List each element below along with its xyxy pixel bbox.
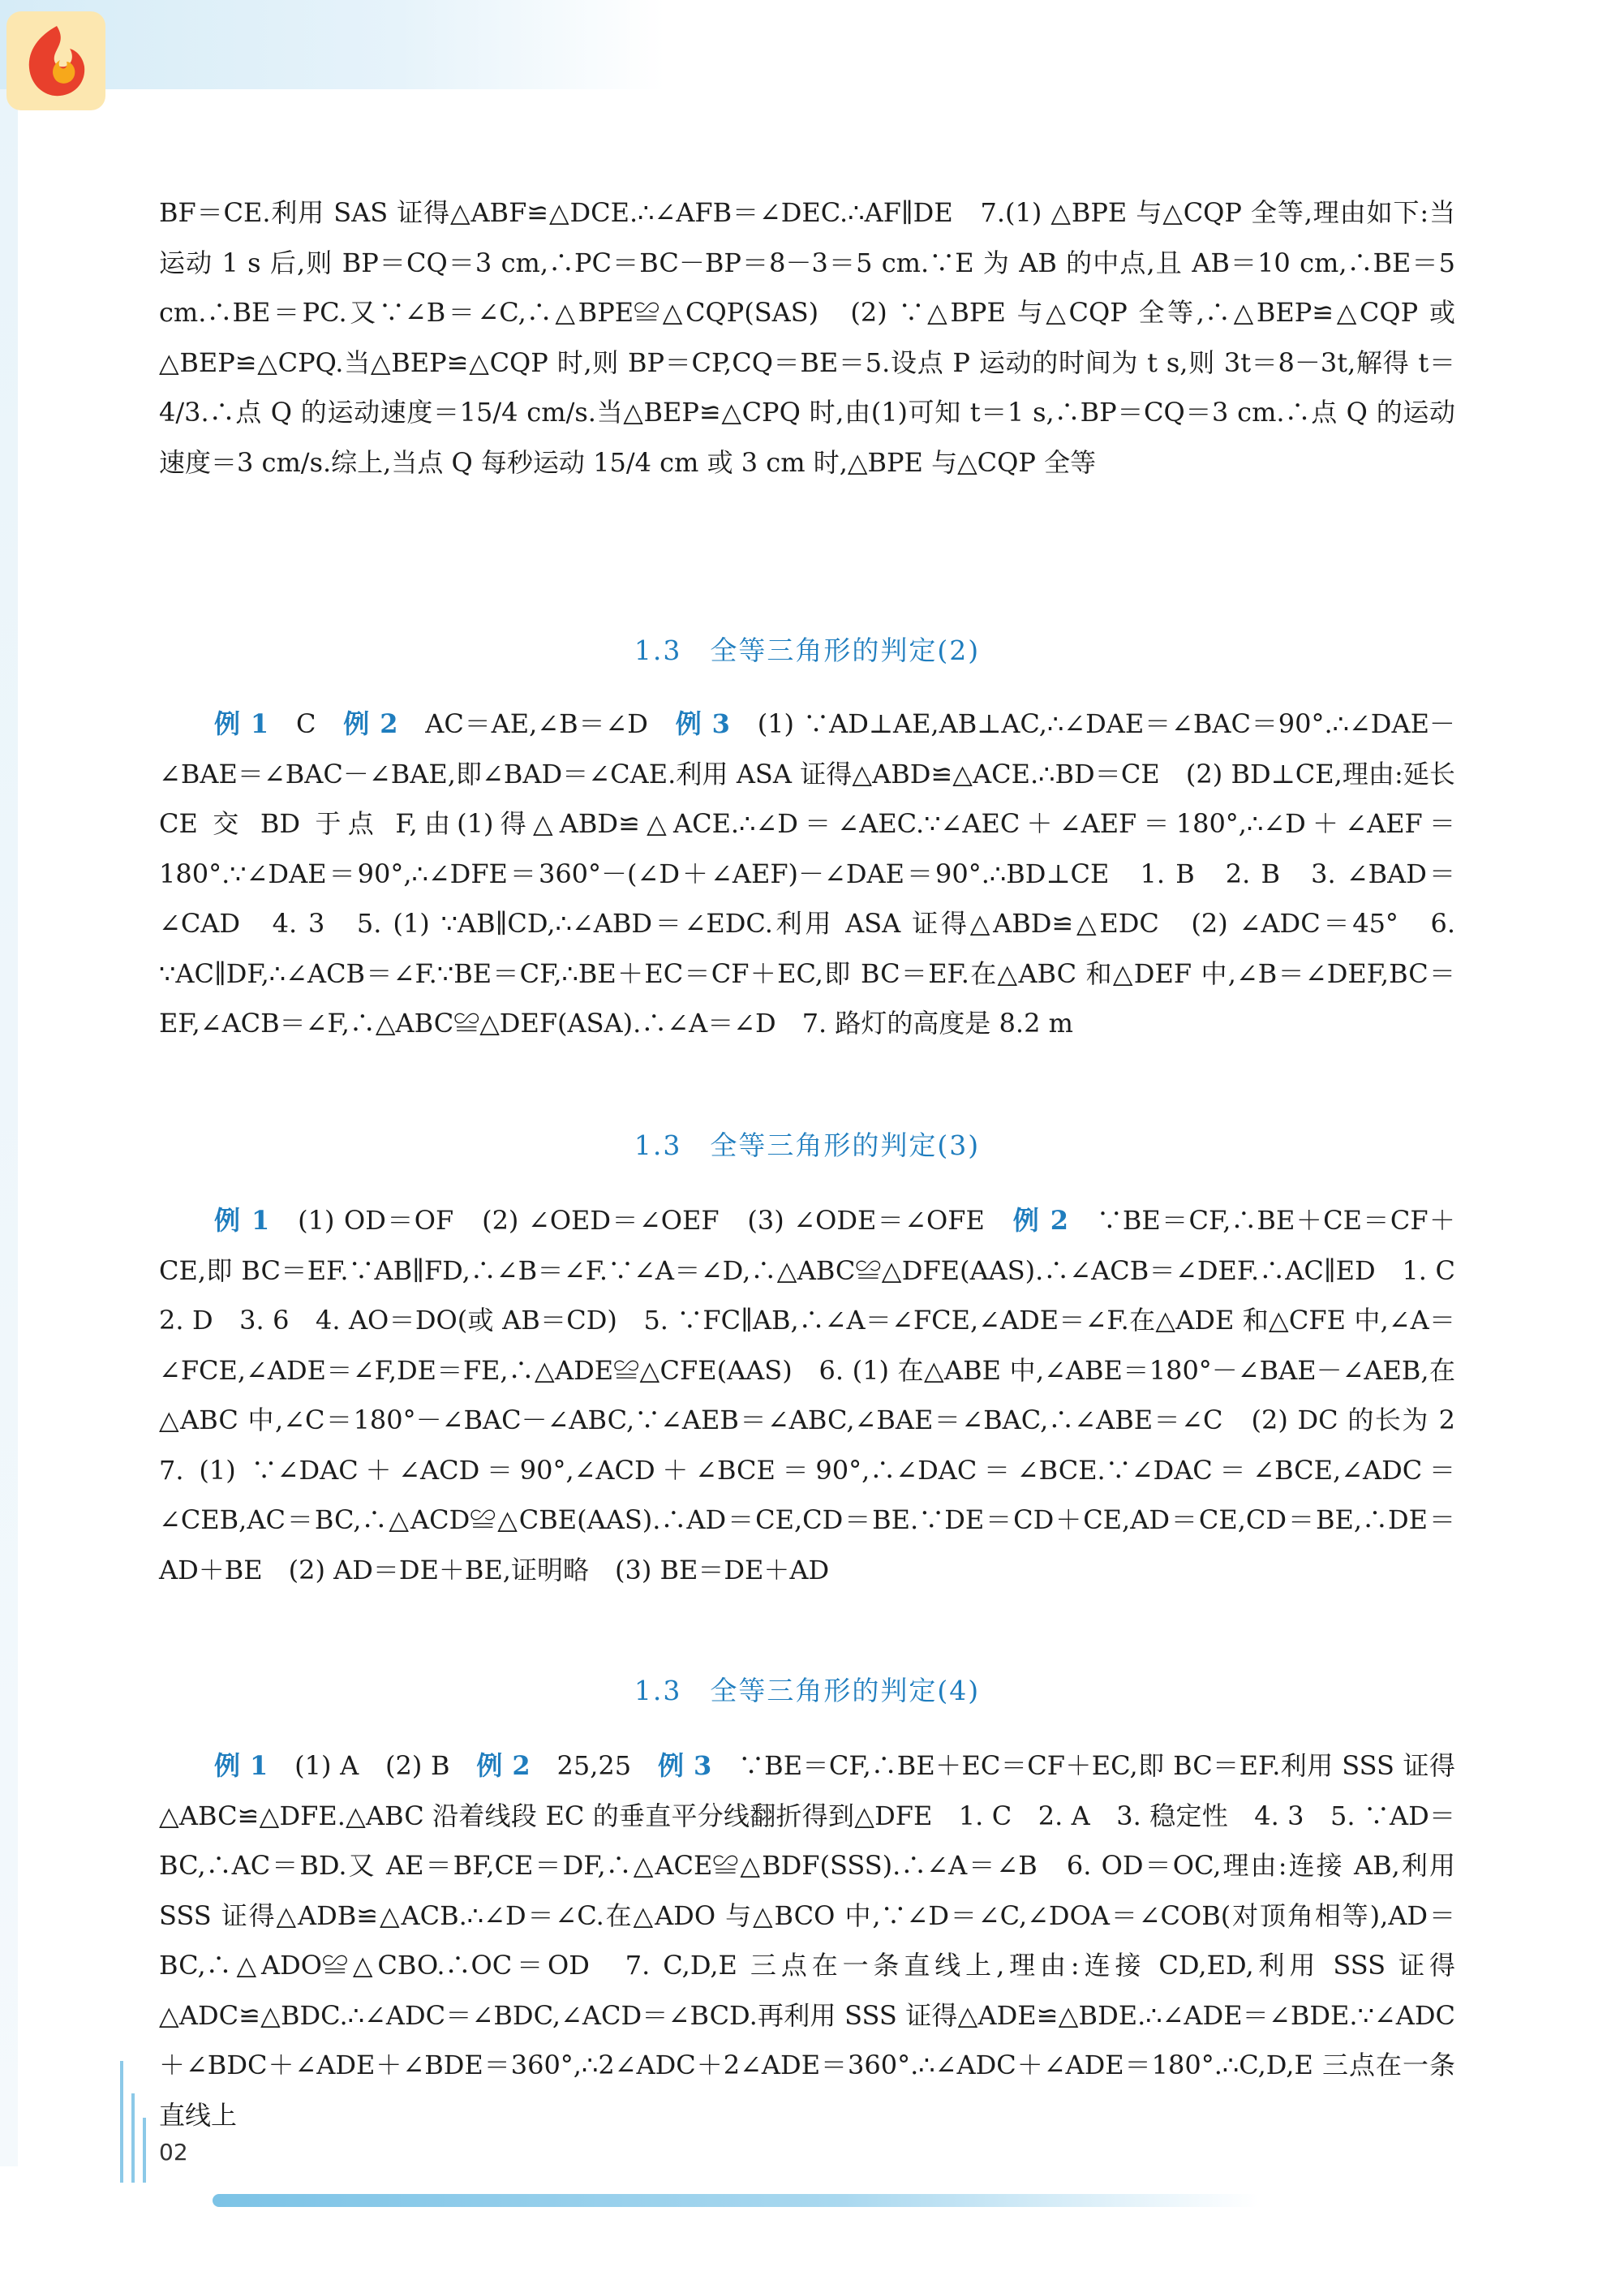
section-body-3 [159,1196,1482,1595]
example-label: 例 2 [343,708,398,739]
example-label: 例 3 [658,1750,712,1781]
intro-paragraph [159,188,1455,488]
answer-text: (1) ∵AD⊥AE,AB⊥AC,∴∠DAE＝∠BAC＝90°.∴∠DAE－∠BAE＝∠BAC－∠BAE,即∠BAD＝∠CAE.利用 ASA 证得△ABD≌△ACE.∴BD＝CE (2) BD⊥CE,理由:延长 CE 交 BD 于点 F,由(1)得△ABD≌△ACE.∴∠D＝∠AEC.∵∠AEC＋∠AEF＝180°,∴∠D＋∠AEF＝180°.∵∠DAE＝90°,∴∠DFE＝360°－(∠D＋∠AEF)－∠DAE＝90°.∴BD⊥CE 1. B 2. B 3. ∠BAD＝∠CAD 4. 3 5. (1) ∵AB∥CD,∴∠ABD＝∠EDC.利用 ASA 证得△ABD≌△EDC (2) ∠ADC＝45° 6. ∵AC∥DF,∴∠ACB＝∠F.∵BE＝CF,∴BE＋EC＝CF＋EC,即 BC＝EF.在△ABC 和△DEF 中,∠B＝∠DEF,BC＝EF,∠ACB＝∠F,∴△ABC≌△DEF(ASA).∴∠A＝∠D 7. 路灯的高度是 8.2 m [159,708,1455,1039]
example-label: 例 3 [675,708,730,739]
example-label: 例 1 [214,1750,269,1781]
intro-text: BF＝CE.利用 SAS 证得△ABF≌△DCE.∴∠AFB＝∠DEC.∴AF∥DE 7.(1) △BPE 与△CQP 全等,理由如下:当运动 1 s 后,则 BP＝CQ＝3 cm,∴PC＝BC－BP＝8－3＝5 cm.∵E 为 AB 的中点,且 AB＝10 cm,∴BE＝5 cm.∴BE＝PC.又∵∠B＝∠C,∴△BPE≌△CQP(SAS) (2) ∵△BPE 与△CQP 全等,∴△BEP≌△CQP 或△BEP≌△CPQ.当△BEP≌△CQP 时,则 BP＝CP,CQ＝BE＝5.设点 P 运动的时间为 t s,则 3t＝8－3t,解得 t＝4/3.∴点 Q 的运动速度＝15/4 cm/s.当△BEP≌△CPQ 时,由(1)可知 t＝1 s,∴BP＝CQ＝3 cm.∴点 Q 的运动速度＝3 cm/s.综上,当点 Q 每秒运动 15/4 cm 或 3 cm 时,△BPE 与△CQP 全等 [159,197,1455,478]
flame-logo-icon [6,11,105,110]
footer-bar [213,2194,1259,2207]
section-title-4: 1.3 全等三角形的判定(4) [634,1675,981,1706]
answer-text: ∵BE＝CF,∴BE＋CE＝CF＋CE,即 BC＝EF.∵AB∥FD,∴∠B＝∠F.∵∠A＝∠D,∴△ABC≌△DFE(AAS).∴∠ACB＝∠DEF.∴AC∥ED 1. C 2. D 3. 6 4. AO＝DO(或 AB＝CD) 5. ∵FC∥AB,∴∠A＝∠FCE,∠ADE＝∠F.在△ADE 和△CFE 中,∠A＝∠FCE,∠ADE＝∠F,DE＝FE,∴△ADE≌△CFE(AAS) 6. (1) 在△ABE 中,∠ABE＝180°－∠BAE－∠AEB,在△ABC 中,∠C＝180°－∠BAC－∠ABC,∵∠AEB＝∠ABC,∠BAE＝∠BAC,∴∠ABE＝∠C (2) DC 的长为 2 7. (1) ∵∠DAC＋∠ACD＝90°,∠ACD＋∠BCE＝90°,∴∠DAC＝∠BCE.∵∠DAC＝∠BCE,∠ADC＝∠CEB,AC＝BC,∴△ACD≌△CBE(AAS).∴AD＝CE,CD＝BE.∵DE＝CD＋CE,AD＝CE,CD＝BE,∴DE＝AD＋BE (2) AD＝DE＋BE,证明略 (3) BE＝DE＋AD [159,1205,1482,1585]
page-number: 02 [159,2139,188,2166]
example-label: 例 1 [214,1205,270,1236]
answer-text: 25,25 [530,1750,659,1781]
section-body-2 [159,699,1455,1049]
answer-text: C [269,708,344,739]
example-label: 例 1 [214,708,269,739]
answer-text: AC＝AE,∠B＝∠D [397,708,676,739]
section-paragraph [159,1741,1455,2140]
example-label: 例 2 [476,1750,531,1781]
section-paragraph [159,699,1455,1049]
answer-text: ∵BE＝CF,∴BE＋EC＝CF＋EC,即 BC＝EF.利用 SSS 证得△ABC≌△DFE.△ABC 沿着线段 EC 的垂直平分线翻折得到△DFE 1. C 2. A 3. 稳定性 4. 3 5. ∵AD＝BC,∴AC＝BD.又 AE＝BF,CE＝DF,∴△ACE≌△BDF(SSS).∴∠A＝∠B 6. OD＝OC,理由:连接 AB,利用 SSS 证得△ADB≌△ACB.∴∠D＝∠C.在△ADO 与△BCO 中,∵∠D＝∠C,∠DOA＝∠COB(对顶角相等),AD＝BC,∴△ADO≌△CBO.∴OC＝OD 7. C,D,E 三点在一条直线上,理由:连接 CD,ED,利用 SSS 证得△ADC≌△BDC.∴∠ADC＝∠BDC,∠ACD＝∠BCD.再利用 SSS 证得△ADE≌△BDE.∴∠ADE＝∠BDE.∵∠ADC＋∠BDC＋∠ADE＋∠BDE＝360°,∴2∠ADC＋2∠ADE＝360°.∴∠ADC＋∠ADE＝180°.∴C,D,E 三点在一条直线上 [159,1750,1455,2131]
section-title-2: 1.3 全等三角形的判定(2) [634,635,981,666]
section-body-4 [159,1741,1455,2140]
section-title-3: 1.3 全等三角形的判定(3) [634,1129,981,1161]
answer-text: (1) OD＝OF (2) ∠OED＝∠OEF (3) ∠ODE＝∠OFE [269,1205,1013,1236]
side-band [0,89,18,2166]
example-label: 例 2 [1012,1205,1068,1236]
answer-text: (1) A (2) B [268,1750,477,1781]
section-paragraph [159,1196,1482,1595]
